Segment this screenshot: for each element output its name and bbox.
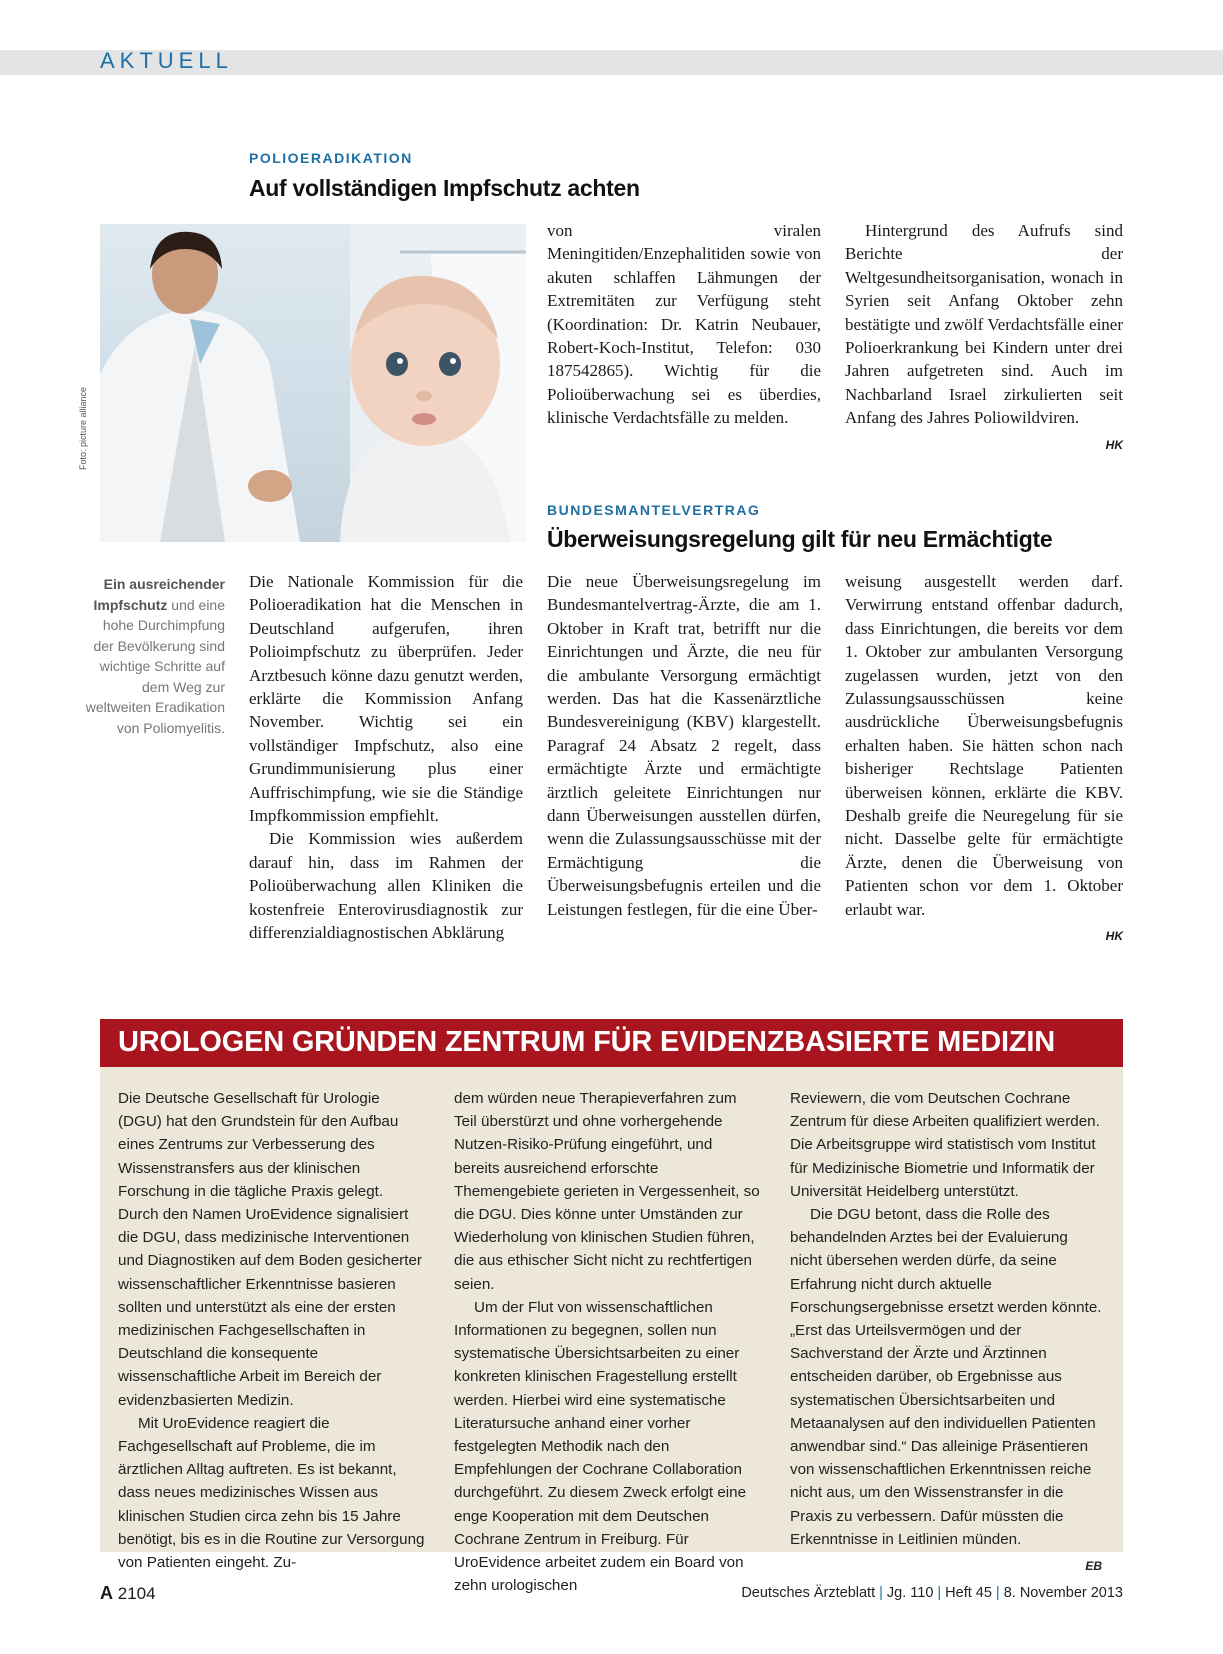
- box-paragraph: Die Deutsche Gesellschaft für Urologie (DGU) hat den Grundstein für den Aufbau eines Zentrums zur Verbesserung des Wissenstransfers aus der klinischen Forschung in die tägliche Praxis gelegt. Durch den Namen UroEvidence signalisiert die DGU, dass medizinische Interventionen und Diagnostiken auf dem Boden gesicherter wissenschaftlicher Erkenntnisse basieren sollten und unterstützt als eine der ersten medizinischen Fachgesellschaften in Deutschland die konsequente wissenschaftliche Arbeit im Bereich der evidenzbasierten Medizin.: [118, 1090, 422, 1409]
- article2-column-2: [845, 570, 1123, 949]
- box-title: UROLOGEN GRÜNDEN ZENTRUM FÜR EVIDENZBASIERTE MEDIZIN: [118, 1026, 1055, 1058]
- article2-paragraph: weisung ausgestellt werden darf. Verwirrung entstand offenbar dadurch, dass Einrichtungen, die bereits vor dem 1. Oktober zur ambulanten Versorgung zugelassen wurden, jetzt von den Zulassungsausschüssen keine ausdrückliche Überweisungsbefugnis erhalten haben. Sie hätten schon nach bisheriger Rechtslage Patienten überweisen können, erklärte die KBV. Deshalb greife die Neuregelung für sie nicht. Dasselbe gelte für ermächtigte Ärzte, denen die Überweisung von Patienten schon vor dem 1. Oktober erlaubt war.: [845, 572, 1123, 919]
- article1-headline: Auf vollständigen Impfschutz achten: [249, 175, 640, 201]
- box-paragraph: Die DGU betont, dass die Rolle des behandelnden Arztes bei der Evaluierung nicht übersehen werden dürfe, da seine Erfahrung nicht durch aktuelle Forschungsergebnisse ersetzt werden könnte. „Erst das Urteilsvermögen und der Sachverstand der Ärzte und Ärztinnen entscheiden darüber, ob Ergebnisse aus systematischen Übersichtsarbeiten und Metaanalysen auf den individuellen Patienten anwendbar sind.“ Das alleinige Präsentieren von wissenschaftlichen Erkenntnissen reiche nicht aus, um den Wissenstransfer in die Praxis zu verbessern. Dafür müssten die Erkenntnisse in Leitlinien münden.: [790, 1206, 1102, 1548]
- article2-paragraph: Die neue Überweisungsregelung im Bundesmantelvertrag-Ärzte, die am 1. Oktober in Kraft trat, betrifft nur die Einrichtungen und Ärzte, die neu für die ambulante Versorgung ermächtigt werden. Das hat die Kassenärztliche Bundesvereinigung (KBV) klargestellt. Paragraf 24 Absatz 2 regelt, dass ermächtigte Ärzte und ermächtigte ärztlich geleitete Einrichtungen nur dann Überweisungen ausstellen dürfen, wenn die Zulassungsausschüsse mit der Ermächtigung die Überweisungsbefugnis erteilen und die Leistungen festlegen, für die eine Über-: [547, 572, 821, 919]
- journal-volume: Jg. 110: [886, 1585, 934, 1601]
- journal-issue: Heft 45: [945, 1585, 992, 1601]
- box-column-1: [118, 1087, 426, 1574]
- box-paragraph: Mit UroEvidence reagiert die Fachgesellschaft auf Probleme, die im ärztlichen Alltag auftreten. Es ist bekannt, dass neues medizinisches Wissen aus klinischen Studien circa zehn bis 15 Jahre benötigt, bis es in die Routine zur Versorgung von Patienten eingeht. Zu-: [118, 1414, 425, 1572]
- article2-headline: Überweisungsregelung gilt für neu Ermächtigte: [547, 526, 1053, 552]
- page-prefix: A: [100, 1583, 113, 1603]
- footer-separator: |: [879, 1585, 883, 1601]
- footer-publication: [741, 1585, 1123, 1601]
- article1-kicker: POLIOERADIKATION: [249, 150, 413, 166]
- box-paragraph: Reviewern, die vom Deutschen Cochrane Zentrum für diese Arbeiten qualifiziert werden. Die Arbeitsgruppe wird statistisch vom Institut für Medizinische Biometrie und Informatik der Universität Heidelberg unterstützt.: [790, 1090, 1100, 1200]
- article-photo: [100, 224, 526, 542]
- article2-column-1: [547, 570, 821, 921]
- article1-column-2: [547, 219, 821, 430]
- footer-separator: |: [937, 1585, 942, 1601]
- photo-caption: [80, 574, 225, 738]
- article1-paragraph: Die Nationale Kommission für die Polioeradikation hat die Menschen in Deutschland aufgerufen, ihren Polioimpfschutz zu überprüfen. Jeder Arztbesuch könne dazu genutzt werden, erklärte die Kommission Anfang November. Wichtig sei ein vollständiger Impfschutz, also eine Grundimmunisierung plus einer Auffrischimpfung, wie sie die Ständige Impfkommission empfiehlt.: [249, 572, 523, 826]
- article1-signature: HK: [1105, 437, 1123, 452]
- journal-name: Deutsches Ärzteblatt: [741, 1585, 876, 1601]
- box-column-3: [790, 1087, 1102, 1578]
- article1-paragraph: von viralen Meningitiden/Enzephalitiden sowie von akuten schlaffen Lähmungen der Extremitäten zur Verfügung steht (Koordination: Dr. Katrin Neubauer, Robert-Koch-Institut, Telefon: 030 187542865). Wichtig für die Polioüberwachung sei es überdies, klinische Verdachtsfälle zu melden.: [547, 221, 821, 428]
- journal-date: 8. November 2013: [1003, 1585, 1123, 1601]
- article1-paragraph: Die Kommission wies außerdem darauf hin, dass im Rahmen der Polioüberwachung allen Kliniken die kostenfreie Enterovirusdiagnostik zur differenzialdiagnostischen Abklärung: [249, 829, 523, 943]
- box-signature: EB: [1085, 1559, 1102, 1574]
- page-number: [100, 1583, 156, 1604]
- box-paragraph: dem würden neue Therapieverfahren zum Teil überstürzt und ohne vorhergehende Nutzen-Risiko-Prüfung eingeführt, und bereits ausreichend erforschte Themengebiete gerieten in Vergessenheit, so die DGU. Dies könne unter Umständen zur Wiederholung von klinischen Studien führen, die aus ethischer Sicht nicht zu rechtfertigen seien.: [454, 1090, 760, 1293]
- article1-column-3: [845, 219, 1123, 457]
- page-number-value: 2104: [117, 1584, 156, 1603]
- article2-signature: HK: [1105, 929, 1123, 944]
- box-paragraph: Um der Flut von wissenschaftlichen Informationen zu begegnen, sollen nun systematische Übersichtsarbeiten zu einer konkreten klinischen Fragestellung erstellt werden. Hierbei wird eine systematische Literatursuche anhand einer vorher festgelegten Methodik nach den Empfehlungen der Cochrane Collaboration durchgeführt. Zu diesem Zweck erfolgt eine enge Kooperation mit dem Deutschen Cochrane Zentrum in Freiburg. Für UroEvidence arbeitet zudem ein Board von zehn urologischen: [454, 1298, 747, 1595]
- photo-credit: Foto: picture alliance: [78, 386, 88, 470]
- box-column-2: [454, 1087, 762, 1597]
- section-label: AKTUELL: [100, 48, 233, 73]
- article2-kicker: BUNDESMANTELVERTRAG: [547, 502, 761, 518]
- caption-bold: Ein ausreichender Impfschutz: [93, 576, 225, 613]
- footer-separator: |: [995, 1585, 1000, 1601]
- article1-column-1: [249, 570, 523, 945]
- caption-text: und eine hohe Durchimpfung der Bevölkerung sind wichtige Schritte auf dem Weg zur weltweiten Eradikation von Poliomyelitis.: [85, 596, 225, 736]
- article1-paragraph: Hintergrund des Aufrufs sind Berichte der Weltgesundheitsorganisation, wonach in Syrien seit Anfang Oktober zehn bestätigte und zwölf Verdachtsfälle einer Polioerkrankung bei Kindern unter drei Jahren aufgetreten sind. Auch im Nachbarland Israel zirkulierten seit Anfang des Jahres Poliowildviren.: [845, 221, 1123, 428]
